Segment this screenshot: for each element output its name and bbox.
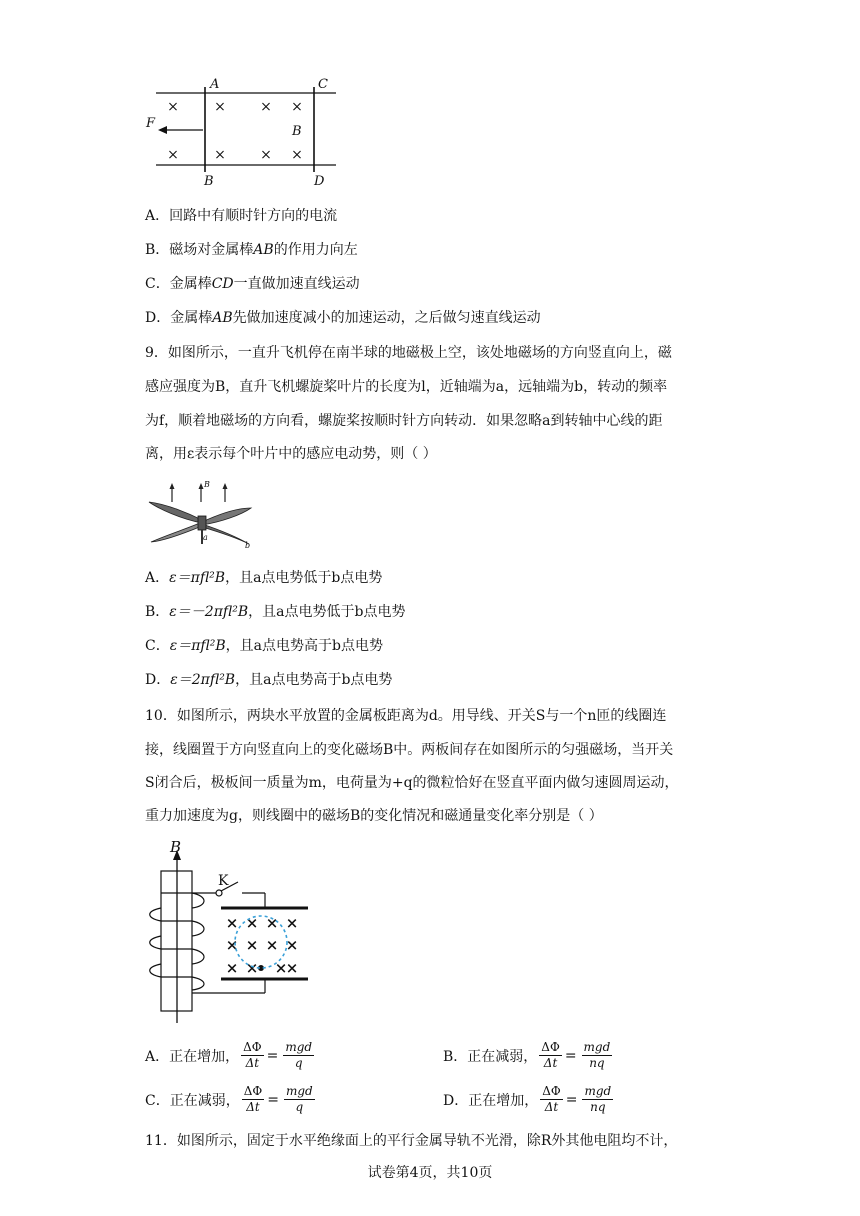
label-b-field: B — [170, 838, 182, 856]
coil-capacitor-figure — [148, 838, 313, 1028]
cross-mark: × — [260, 99, 272, 115]
q9-option-a: A．ε＝πfl²B，且a点电势低于b点电势 — [145, 570, 383, 586]
label-b-end: b — [245, 541, 251, 550]
label-b-field: B — [204, 480, 210, 489]
label-b-bottom: B — [204, 174, 214, 189]
q8-option-a: A．回路中有顺时针方向的电流 — [145, 208, 338, 224]
page-footer: 试卷第4页，共10页 — [367, 1165, 493, 1181]
cross-mark: × — [274, 959, 288, 977]
q10-stem-line4: 重力加速度为g，则线圈中的磁场B的变化情况和磁通量变化率分别是（ ） — [145, 808, 603, 824]
cross-mark: × — [245, 914, 259, 932]
cross-mark: × — [260, 147, 272, 163]
q9-stem-line2: 感应强度为B，直升飞机螺旋桨叶片的长度为l，近轴端为a，远轴端为b，转动的频率 — [145, 379, 668, 395]
q9-stem-line3: 为f，顺着地磁场的方向看，螺旋桨按顺时针方向转动．如果忽略a到转轴中心线的距 — [145, 413, 663, 429]
rails-figure — [140, 75, 340, 190]
cross-mark: × — [214, 99, 226, 115]
q8-option-c: C．金属棒CD一直做加速直线运动 — [145, 276, 360, 292]
propeller-figure — [145, 478, 257, 550]
q9-stem-line1: 9．如图所示，一直升飞机停在南半球的地磁极上空，该处地磁场的方向竖直向上，磁 — [145, 345, 672, 361]
cross-mark: × — [214, 147, 226, 163]
label-force: F — [146, 116, 156, 131]
q11-stem-line1: 11．如图所示，固定于水平绝缘面上的平行金属导轨不光滑，除R外其他电阻均不计， — [145, 1133, 678, 1149]
q8-option-d: D．金属棒AB先做加速度减小的加速运动，之后做匀速直线运动 — [145, 310, 541, 326]
label-c-top: C — [318, 77, 328, 92]
cross-mark: × — [285, 914, 299, 932]
q10-option-d: D． 正在增加， $\frac{\Delta\Phi}{\Delta t}$ = $\frac{\text{mgd}}{nq}$ — [443, 1084, 612, 1114]
label-a-top: A — [210, 77, 220, 92]
cross-mark: × — [291, 99, 303, 115]
cross-mark: × — [285, 959, 299, 977]
q9-option-b: B．ε＝－2πfl²B，且a点电势低于b点电势 — [145, 604, 406, 620]
q10-stem-line1: 10．如图所示，两块水平放置的金属板距离为d。用导线、开关S与一个n匝的线圈连 — [145, 708, 667, 724]
cross-mark: × — [291, 147, 303, 163]
cross-mark: × — [285, 936, 299, 954]
label-d-bottom: D — [314, 174, 325, 189]
label-field: B — [292, 124, 302, 139]
q10-option-a: A． 正在增加， $\frac{\Delta\Phi}{\Delta t}$ = $\frac{\text{mgd}}{q}$ — [145, 1040, 313, 1070]
label-switch: K — [218, 873, 229, 889]
q10-option-c: C． 正在减弱， $\frac{\Delta\Phi}{\Delta t}$ = $\frac{\text{mgd}}{q}$ — [145, 1084, 313, 1114]
cross-mark: × — [265, 914, 279, 932]
q10-stem-line2: 接，线圈置于方向竖直向上的变化磁场B中。两板间存在如图所示的匀强磁场，当开关 — [145, 742, 674, 758]
cross-mark: × — [225, 959, 239, 977]
q9-stem-line4: 离，用ε表示每个叶片中的感应电动势，则（ ） — [145, 446, 437, 462]
cross-mark: × — [225, 936, 239, 954]
q10-option-b: B． 正在减弱， $\frac{\Delta\Phi}{\Delta t}$ = $\frac{\text{mgd}}{nq}$ — [443, 1040, 611, 1070]
q9-option-d: D．ε＝2πfl²B，且a点电势高于b点电势 — [145, 672, 393, 688]
cross-mark: × — [167, 99, 179, 115]
q8-option-b: B．磁场对金属棒AB的作用力向左 — [145, 242, 358, 258]
cross-mark: × — [245, 936, 259, 954]
cross-mark: × — [265, 936, 279, 954]
cross-mark: × — [167, 147, 179, 163]
cross-mark: × — [245, 959, 259, 977]
label-a-end: a — [203, 533, 208, 542]
particle-path — [235, 916, 287, 968]
q10-stem-line3: S闭合后，极板间一质量为m，电荷量为+q的微粒恰好在竖直平面内做匀速圆周运动， — [145, 775, 679, 791]
q9-option-c: C．ε＝πfl²B，且a点电势高于b点电势 — [145, 638, 383, 654]
cross-mark: × — [225, 914, 239, 932]
